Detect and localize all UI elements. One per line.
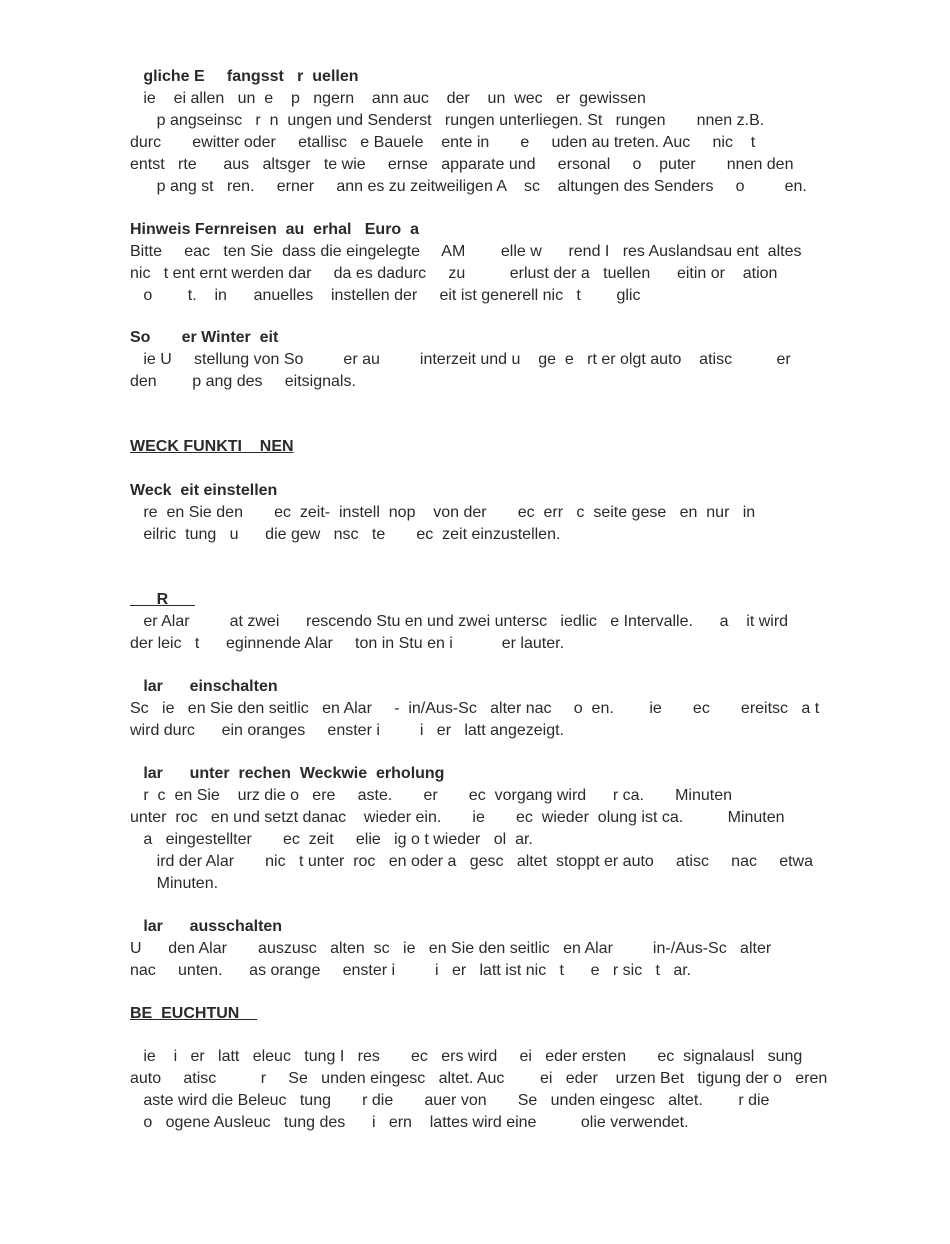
chapter-title: BE EUCHTUN: [130, 1005, 258, 1022]
paragraph-line: o t. in anuelles instellen der eit ist generell nic t glic: [130, 287, 641, 304]
paragraph-line: nac unten. as orange enster i i er latt ist nic t e r sic t ar.: [130, 962, 692, 979]
paragraph-line: p ang st ren. erner ann es zu zeitweiligen A sc altungen des Senders o en.: [130, 178, 807, 195]
paragraph-line: nic t ent ernt werden dar da es dadurc zu erlust der a tuellen eitin or ation: [130, 265, 778, 282]
paragraph-line: er Alar at zwei rescendo Stu en und zwei untersc iedlic e Intervalle. a it wird: [130, 613, 789, 630]
paragraph-line: ie i er latt eleuc tung I res ec ers wird ei eder ersten ec signalausl sung: [130, 1048, 803, 1065]
section-heading: lar einschalten: [130, 678, 278, 695]
paragraph-line: entst rte aus altsger te wie ernse apparate und ersonal o puter nnen den: [130, 156, 794, 173]
section-heading: So er Winter eit: [130, 329, 279, 346]
section-heading: Weck eit einstellen: [130, 482, 278, 499]
paragraph-line: a eingestellter ec zeit elie ig o t wieder ol ar.: [130, 831, 533, 848]
section-alarm-r: [130, 589, 830, 655]
chapter-title: WECK FUNKTI NEN: [130, 438, 294, 455]
section-heading: lar ausschalten: [130, 918, 283, 935]
section-summer-winter-time: [130, 327, 830, 393]
paragraph-line: aste wird die Beleuc tung r die auer von Se unden eingesc altet. r die: [130, 1092, 770, 1109]
section-heading: Hinweis Fernreisen au erhal Euro a: [130, 221, 419, 238]
paragraph-line: eilric tung u die gew nsc te ec zeit einzustellen.: [130, 526, 561, 543]
paragraph-line: wird durc ein oranges enster i i er latt angezeigt.: [130, 722, 564, 739]
paragraph-line: ird der Alar nic t unter roc en oder a gesc altet stoppt er auto atisc nac etwa: [130, 853, 813, 870]
section-heading: lar unter rechen Weckwie erholung: [130, 765, 445, 782]
section-long-distance-travel: [130, 219, 830, 307]
paragraph-line: ie ei allen un e p ngern ann auc der un wec er gewissen: [130, 90, 646, 107]
section-lighting: [130, 1046, 830, 1134]
paragraph-line: p angseinsc r n ungen und Senderst rungen unterliegen. St rungen nnen z.B.: [130, 112, 765, 129]
paragraph-line: Minuten.: [130, 875, 219, 892]
paragraph-line: ie U stellung von So er au interzeit und u ge e rt er olgt auto atisc er: [130, 351, 791, 368]
section-set-alarm-time: [130, 480, 830, 546]
paragraph-line: Sc ie en Sie den seitlic en Alar - in/Aus-Sc alter nac o en. ie ec ereitsc a t: [130, 700, 820, 717]
paragraph-line: U den Alar auszusc alten sc ie en Sie den seitlic en Alar in-/Aus-Sc alter: [130, 940, 772, 957]
paragraph-line: durc ewitter oder etallisc e Bauele ente in e uden au treten. Auc nic t: [130, 134, 756, 151]
section-lighting-title: [130, 1003, 830, 1025]
paragraph-line: unter roc en und setzt danac wieder ein. ie ec wieder olung ist ca. Minuten: [130, 809, 785, 826]
section-heading: gliche E fangsst r uellen: [130, 68, 359, 85]
paragraph-line: o ogene Ausleuc tung des i ern lattes wird eine olie verwendet.: [130, 1114, 689, 1131]
section-alarm-functions: [130, 436, 830, 458]
section-alarm-on: [130, 676, 830, 742]
paragraph-line: re en Sie den ec zeit- instell nop von der ec err c seite gese en nur in: [130, 504, 756, 521]
section-reception-problems: [130, 66, 830, 198]
section-alarm-off: [130, 916, 830, 982]
paragraph-line: Bitte eac ten Sie dass die eingelegte AM elle w rend I res Auslandsau ent altes: [130, 243, 802, 260]
paragraph-line: auto atisc r Se unden eingesc altet. Auc ei eder urzen Bet tigung der o eren: [130, 1070, 828, 1087]
section-alarm-snooze: [130, 763, 830, 895]
paragraph-line: der leic t eginnende Alar ton in Stu en i er lauter.: [130, 635, 565, 652]
chapter-title: R: [130, 591, 195, 608]
paragraph-line: r c en Sie urz die o ere aste. er ec vorgang wird r ca. Minuten: [130, 787, 733, 804]
paragraph-line: den p ang des eitsignals.: [130, 373, 356, 390]
